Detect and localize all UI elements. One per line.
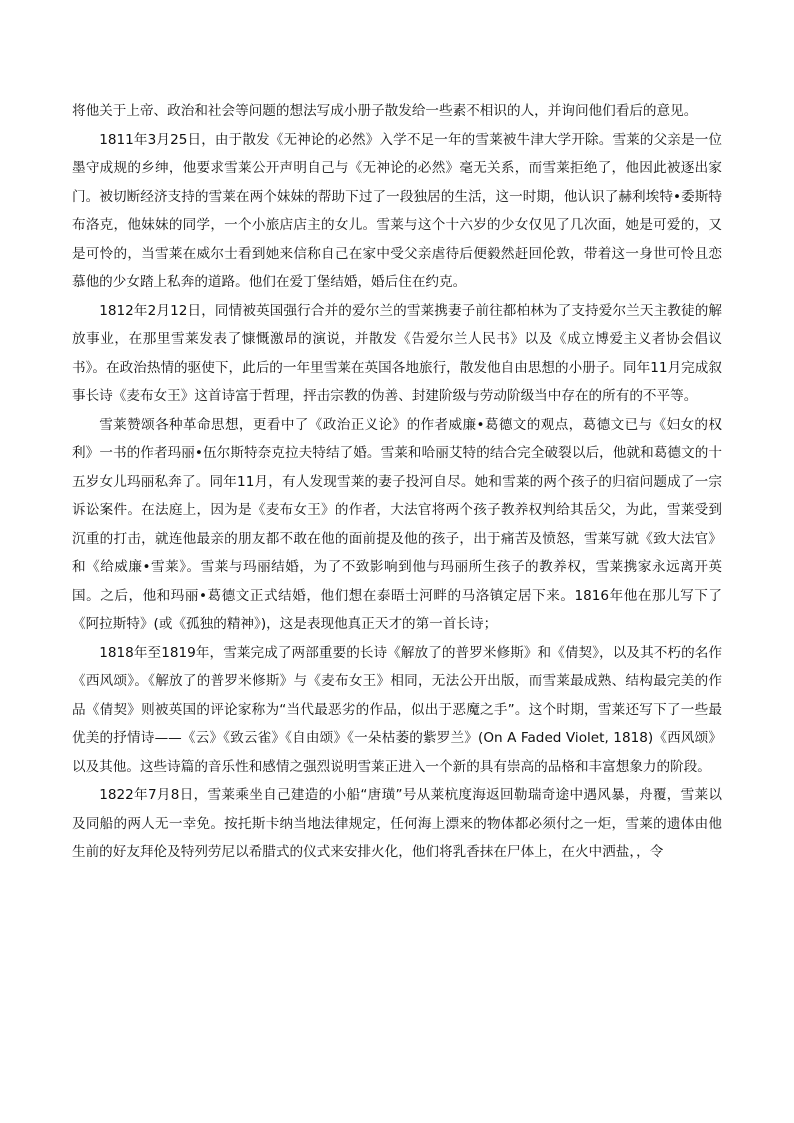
article-body: [72, 97, 722, 867]
paragraph-1812: 1812年2月12日，同情被英国强行合并的爱尔兰的雪莱携妻子前往都柏林为了支持爱尔兰天主教徒的解放事业，在那里雪莱发表了慷慨激昂的演说，并散发《告爱尔兰人民书》以及《成立博爱主义者协会倡议书》。在政治热情的驱使下，此后的一年里雪莱在英国各地旅行，散发他自由思想的小册子。同年11月完成叙事长诗《麦布女王》这首诗富于哲理，抨击宗教的伪善、封建阶级与劳动阶级当中存在的所有的不平等。: [72, 302, 722, 404]
paragraph-1818: 1818年至1819年，雪莱完成了两部重要的长诗《解放了的普罗米修斯》和《倩契》，以及其不朽的名作《西风颂》。《解放了的普罗米修斯》与《麦布女王》相同，无法公开出版，而雪莱最成熟、结构最完美的作品《倩契》则被英国的评论家称为“当代最恶劣的作品，似出于恶魔之手”。这个时期，雪莱还写下了一些最优美的抒情诗——《云》《致云雀》《自由颂》《一朵枯萎的紫罗兰》(On A Faded Violet, 1818)《西风颂》以及其他。这些诗篇的音乐性和感情之强烈说明雪莱正进入一个新的具有崇高的品格和丰富想象力的阶段。: [72, 644, 722, 775]
paragraph-1811: 1811年3月25日，由于散发《无神论的必然》入学不足一年的雪莱被牛津大学开除。雪莱的父亲是一位墨守成规的乡绅，他要求雪莱公开声明自己与《无神论的必然》毫无关系，而雪莱拒绝了，他因此被逐出家门。被切断经济支持的雪莱在两个妹妹的帮助下过了一段独居的生活，这一时期，他认识了赫利埃特•委斯特布洛克，他妹妹的同学，一个小旅店店主的女儿。雪莱与这个十六岁的少女仅见了几次面，她是可爱的，又是可怜的，当雪莱在威尔士看到她来信称自己在家中受父亲虐待后便毅然赶回伦敦，带着这一身世可怜且恋慕他的少女踏上私奔的道路。他们在爱丁堡结婚，婚后住在约克。: [72, 131, 722, 290]
paragraph-1822: 1822年7月8日，雪莱乘坐自己建造的小船“唐璜”号从莱杭度海返回勒瑞奇途中遇风暴，舟覆，雪莱以及同船的两人无一幸免。按托斯卡纳当地法律规定，任何海上漂来的物体都必须付之一炬，雪莱的遗体由他生前的好友拜伦及特列劳尼以希腊式的仪式来安排火化，他们将乳香抹在尸体上，在火中洒盐，，令: [72, 787, 722, 860]
paragraph-godwin: 雪莱赞颂各种革命思想，更看中了《政治正义论》的作者威廉•葛德文的观点，葛德文已与《妇女的权利》一书的作者玛丽•伍尔斯特奈克拉夫特结了婚。雪莱和哈丽艾特的结合完全破裂以后，他就和葛德文的十五岁女儿玛丽私奔了。同年11月，有人发现雪莱的妻子投河自尽。她和雪莱的两个孩子的归宿问题成了一宗诉讼案件。在法庭上，因为是《麦布女王》的作者，大法官将两个孩子教养权判给其岳父，为此，雪莱受到沉重的打击，就连他最亲的朋友都不敢在他的面前提及他的孩子，出于痛苦及愤怒，雪莱写就《致大法官》和《给威廉•雪莱》。雪莱与玛丽结婚，为了不致影响到他与玛丽所生孩子的教养权，雪莱携家永远离开英国。之后，他和玛丽•葛德文正式结婚，他们想在泰晤士河畔的马洛镇定居下来。1816年他在那儿写下了《阿拉斯特》(或《孤独的精神》)，这是表现他真正天才的第一首长诗；: [72, 416, 722, 632]
paragraph-continuation: 将他关于上帝、政治和社会等问题的想法写成小册子散发给一些素不相识的人，并询问他们看后的意见。: [72, 103, 698, 119]
